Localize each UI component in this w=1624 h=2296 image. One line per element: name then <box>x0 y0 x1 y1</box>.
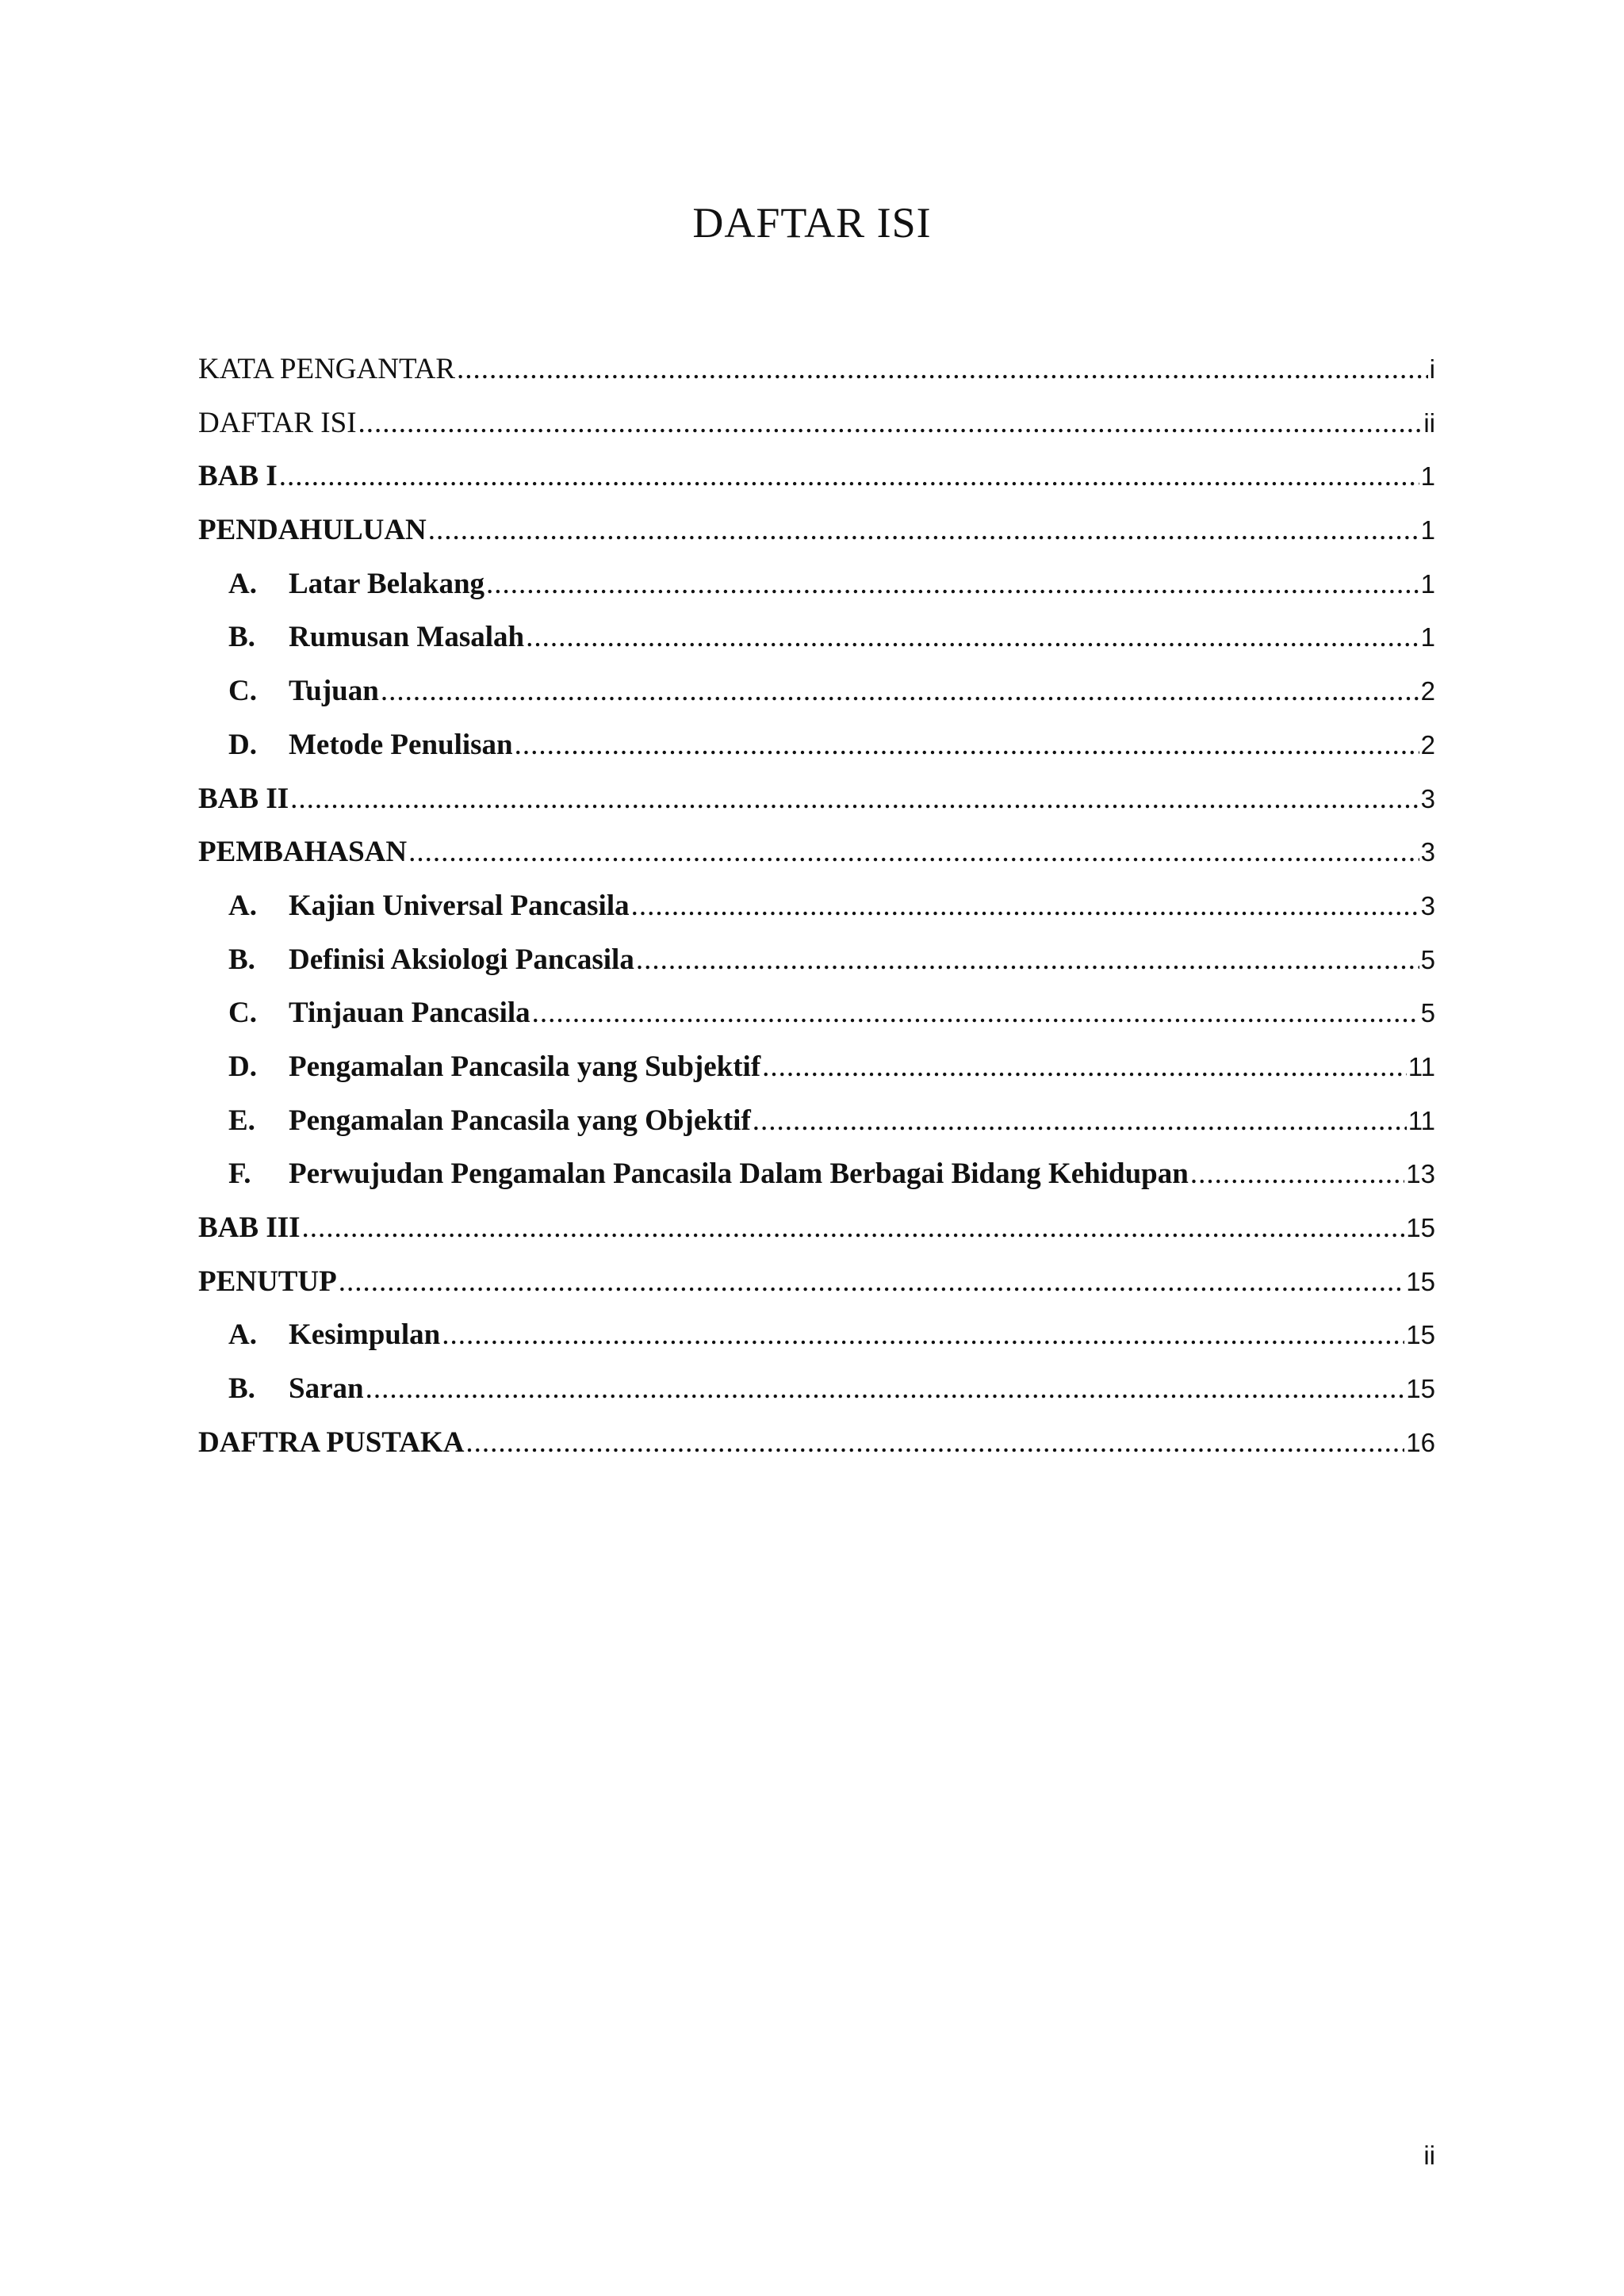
toc-entry-page: 2 <box>1420 729 1435 760</box>
toc-entry-label: BAB III <box>198 1211 301 1244</box>
toc-entry-page: 1 <box>1420 461 1435 492</box>
toc-entry[interactable] <box>198 610 1435 664</box>
toc-entry-letter: D. <box>228 1050 257 1083</box>
dot-leader <box>428 503 1419 557</box>
toc-entry-page: 3 <box>1420 837 1435 867</box>
dot-leader <box>290 772 1419 826</box>
toc-entry[interactable] <box>198 396 1435 450</box>
dot-leader <box>457 342 1428 396</box>
toc-entry-label: Metode Penulisan <box>289 728 513 761</box>
dot-leader <box>302 1201 1405 1255</box>
toc-entry-label: DAFTAR ISI <box>198 406 357 439</box>
toc-entry-letter: E. <box>228 1104 255 1137</box>
toc-entry-page: 1 <box>1420 515 1435 545</box>
dot-leader <box>408 825 1419 879</box>
dot-leader <box>358 396 1423 450</box>
toc-entry[interactable] <box>198 986 1435 1040</box>
toc-entry[interactable] <box>198 450 1435 503</box>
dot-leader <box>381 664 1419 718</box>
dot-leader <box>465 1416 1404 1470</box>
toc-entry-label: DAFTRA PUSTAKA <box>198 1425 465 1459</box>
toc-entry[interactable] <box>198 1416 1435 1470</box>
dot-leader <box>631 879 1419 933</box>
toc-entry-page: 16 <box>1406 1427 1435 1457</box>
toc-entry-label: Kesimpulan <box>289 1318 441 1352</box>
dot-leader <box>636 933 1419 987</box>
page-number: ii <box>1423 2141 1435 2170</box>
toc-entry-label: Rumusan Masalah <box>289 621 525 654</box>
toc-entry-label: BAB I <box>198 460 278 493</box>
toc-entry-page: i <box>1429 354 1435 384</box>
toc-entry[interactable] <box>198 342 1435 396</box>
toc-entry[interactable] <box>198 879 1435 933</box>
dot-leader <box>486 557 1419 611</box>
toc-entry[interactable] <box>198 772 1435 826</box>
toc-entry[interactable] <box>198 1147 1435 1201</box>
toc-entry-letter: A. <box>228 567 257 600</box>
toc-entry-label: PENDAHULUAN <box>198 514 427 547</box>
dot-leader <box>366 1362 1405 1416</box>
dot-leader <box>753 1094 1407 1148</box>
dot-leader <box>762 1040 1407 1094</box>
toc-entry-page: 3 <box>1420 783 1435 813</box>
toc-entry-page: 11 <box>1408 1051 1435 1081</box>
toc-entry-label: Tinjauan Pancasila <box>289 997 530 1030</box>
toc-entry-label: Latar Belakang <box>289 567 485 600</box>
toc-entry-letter: B. <box>228 621 255 654</box>
toc-entry-letter: B. <box>228 943 255 976</box>
toc-entry-page: 15 <box>1406 1374 1435 1404</box>
toc-entry-page: 2 <box>1420 676 1435 706</box>
toc-entry[interactable] <box>198 825 1435 879</box>
toc-entry-letter: A. <box>228 1318 257 1352</box>
toc-entry-label: Definisi Aksiologi Pancasila <box>289 943 634 976</box>
toc-entry-letter: F. <box>228 1158 251 1191</box>
toc-entry[interactable] <box>198 557 1435 611</box>
toc-entry-label: Perwujudan Pengamalan Pancasila Dalam Berbagai Bidang Kehidupan <box>289 1158 1189 1191</box>
table-of-contents <box>198 342 1435 1469</box>
toc-entry-page: 1 <box>1420 568 1435 599</box>
toc-entry-label: Pengamalan Pancasila yang Subjektif <box>289 1050 761 1083</box>
toc-entry-letter: B. <box>228 1372 255 1406</box>
dot-leader <box>515 718 1419 772</box>
toc-entry-label: Tujuan <box>289 675 379 708</box>
toc-entry-page: 11 <box>1408 1105 1435 1135</box>
toc-entry[interactable] <box>198 1201 1435 1255</box>
toc-entry-label: Kajian Universal Pancasila <box>289 889 630 922</box>
toc-entry[interactable] <box>198 1308 1435 1362</box>
toc-entry-label: BAB II <box>198 782 289 815</box>
toc-entry[interactable] <box>198 1255 1435 1309</box>
dot-leader <box>532 986 1419 1040</box>
toc-entry-letter: D. <box>228 728 257 761</box>
toc-entry-label: Pengamalan Pancasila yang Objektif <box>289 1104 751 1137</box>
toc-entry[interactable] <box>198 1094 1435 1148</box>
toc-entry-page: 15 <box>1406 1213 1435 1242</box>
dot-leader <box>1190 1147 1404 1201</box>
toc-entry-label: PEMBAHASAN <box>198 836 408 869</box>
toc-entry-page: 13 <box>1406 1159 1435 1189</box>
toc-entry[interactable] <box>198 1040 1435 1094</box>
toc-entry-page: ii <box>1423 408 1435 438</box>
toc-entry[interactable] <box>198 933 1435 987</box>
toc-entry-letter: C. <box>228 675 257 708</box>
toc-entry[interactable] <box>198 503 1435 557</box>
dot-leader <box>526 610 1419 664</box>
toc-entry-page: 5 <box>1420 998 1435 1028</box>
dot-leader <box>279 450 1419 503</box>
toc-entry-label: PENUTUP <box>198 1265 337 1298</box>
toc-entry[interactable] <box>198 664 1435 718</box>
toc-entry-label: KATA PENGANTAR <box>198 353 456 385</box>
toc-entry-label: Saran <box>289 1372 364 1406</box>
toc-entry[interactable] <box>198 1362 1435 1416</box>
dot-leader <box>339 1255 1405 1309</box>
toc-entry-letter: A. <box>228 889 257 922</box>
toc-entry-page: 5 <box>1420 944 1435 974</box>
dot-leader <box>442 1308 1404 1362</box>
toc-entry-letter: C. <box>228 997 257 1030</box>
toc-entry-page: 3 <box>1420 890 1435 920</box>
toc-entry-page: 15 <box>1406 1320 1435 1350</box>
toc-entry-page: 15 <box>1406 1266 1435 1296</box>
page-title: DAFTAR ISI <box>692 199 932 247</box>
toc-entry-page: 1 <box>1420 622 1435 652</box>
toc-entry[interactable] <box>198 718 1435 772</box>
